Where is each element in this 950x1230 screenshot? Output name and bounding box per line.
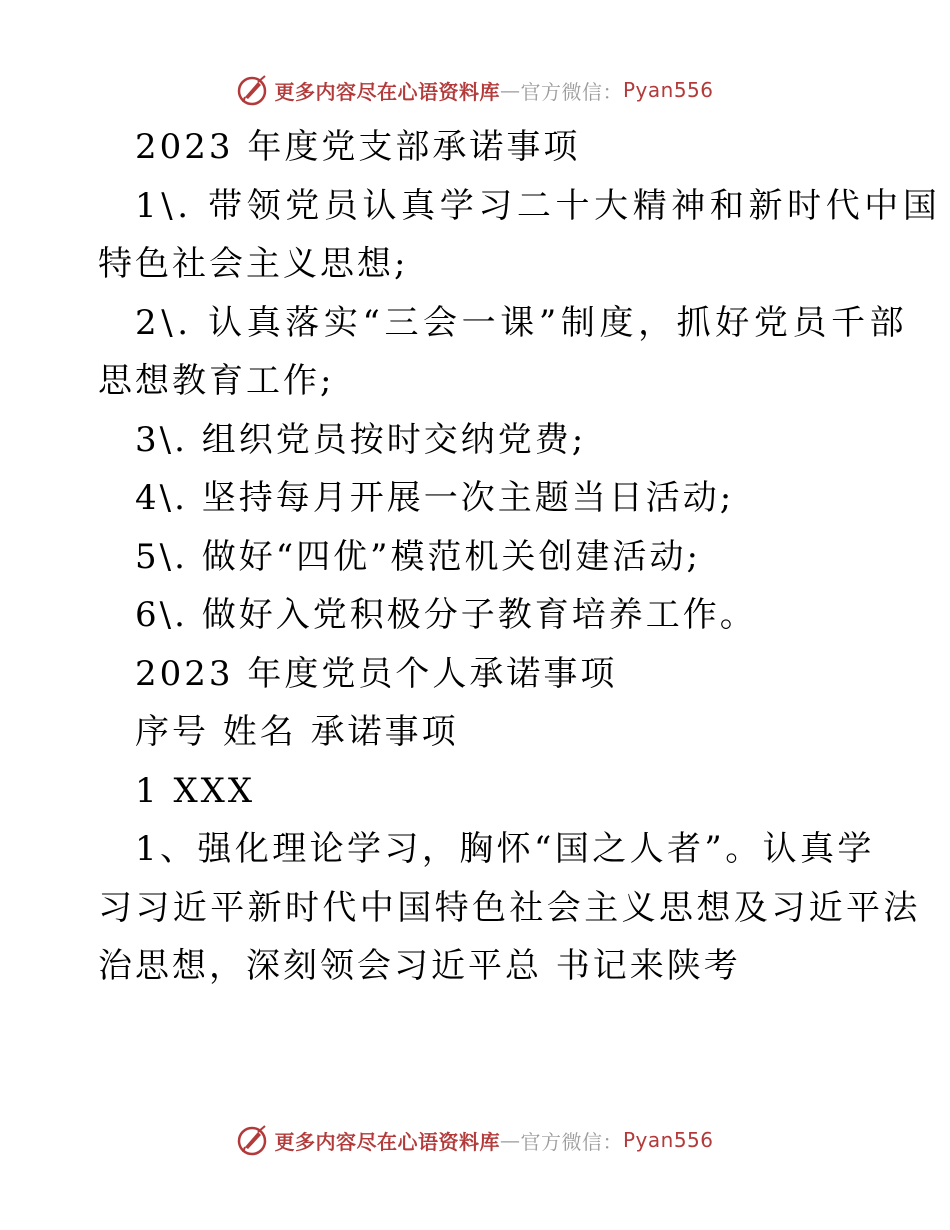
branch-item-2: 2\. 认真落实“三会一课”制度，抓好党员千部 <box>135 302 909 343</box>
branch-item-4: 4\. 坚持每月开展一次主题当日活动; <box>135 478 735 518</box>
watermark-wechat-label: 官方微信： <box>520 1129 623 1154</box>
branch-item-6: 6\. 做好入党积极分子教育培养工作。 <box>135 595 757 635</box>
watermark-account: Pyan556 <box>622 78 714 102</box>
quill-seal-icon <box>236 73 270 107</box>
section-title-branch: 2023 年度党支部承诺事项 <box>135 127 581 167</box>
watermark-site-name: 更多内容尽在心语资料库 <box>274 1129 500 1154</box>
table-row-number-name: 1 XXX <box>135 770 256 811</box>
watermark-wechat-label: 官方微信： <box>520 79 623 104</box>
branch-item-3: 3\. 组织党员按时交纳党费; <box>135 419 587 460</box>
branch-item-1: 1\. 带领党员认真学习二十大精神和新时代中国 <box>135 185 942 226</box>
table-header: 序号 姓名 承诺事项 <box>135 712 459 752</box>
watermark-dash: — <box>499 1128 521 1152</box>
branch-item-5: 5\. 做好“四优”模范机关创建活动; <box>135 536 701 577</box>
footer-watermark <box>0 1120 950 1160</box>
header-watermark <box>0 70 950 110</box>
personal-item-1-cont: 习习近平新时代中国特色社会主义思想及习近平法 <box>98 887 921 928</box>
personal-item-1: 1、强化理论学习，胸怀“国之人者”。认真学 <box>135 829 875 869</box>
document-body <box>98 118 942 996</box>
section-title-personal: 2023 年度党员个人承诺事项 <box>135 653 618 694</box>
personal-item-1-cont2: 治思想，深刻领会习近平总 书记来陕考 <box>98 946 741 986</box>
watermark-account: Pyan556 <box>622 1128 714 1152</box>
branch-item-2-cont: 思想教育工作; <box>98 361 335 401</box>
watermark-site-name: 更多内容尽在心语资料库 <box>274 79 500 104</box>
watermark-dash: — <box>499 78 521 102</box>
branch-item-1-cont: 特色社会主义思想; <box>98 244 409 284</box>
quill-seal-icon <box>236 1123 270 1157</box>
